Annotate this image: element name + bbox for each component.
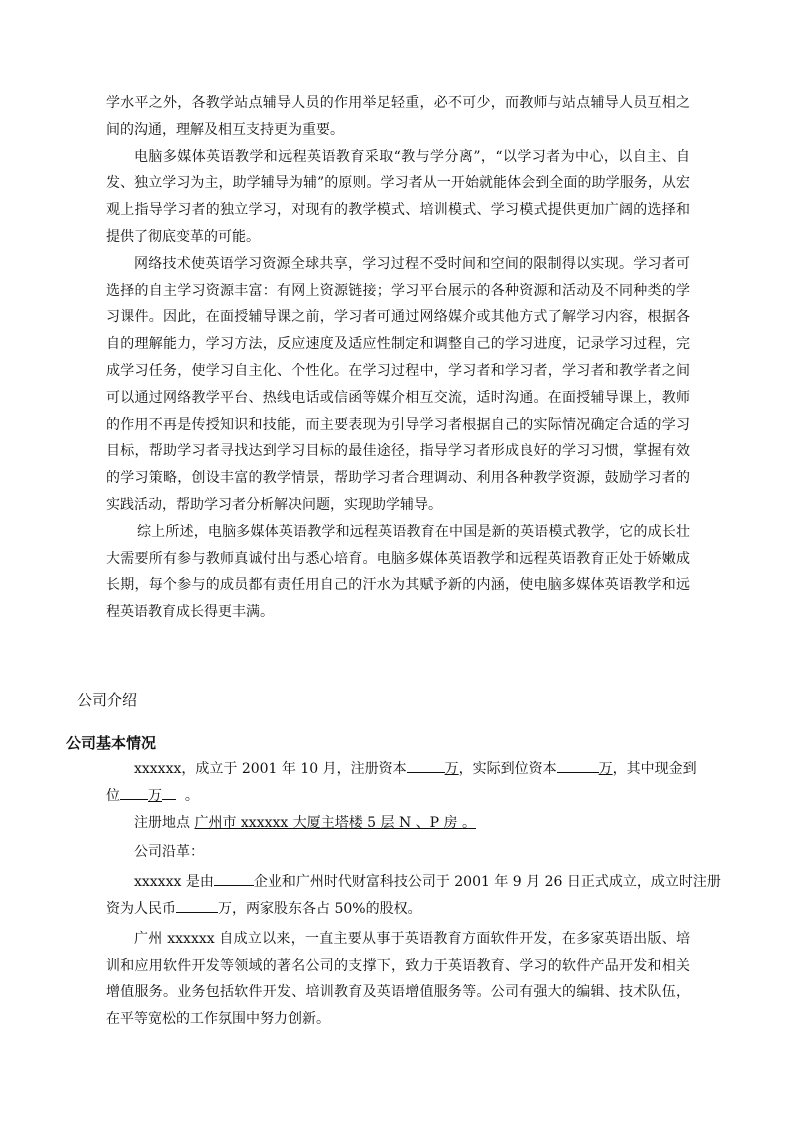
capital-text: xxxxxx，成立于 2001 年 10 月，注册资本 xyxy=(134,761,407,777)
address-value: 广州市 xxxxxx 大厦主塔楼 5 层 N 、P 房 。 xyxy=(194,814,477,831)
history-text-c: 资为人民币 xyxy=(106,900,176,917)
essay-body xyxy=(106,90,690,626)
history-text-d: 万，两家股东各占 50%的股权。 xyxy=(218,900,422,917)
company-intro-heading: 公司介绍 xyxy=(77,691,138,709)
paragraph-3: 网络技术使英语学习资源全球共享，学习过程不受时间和空间的限制得以实现。学习者可选择的自主学习资源丰富：有网上资源链接；学习平台展示的各种资源和活动及不同种类的学习课件。因此，在面授辅导课之前，学习者可通过网络媒介或其他方式了解学习内容，根据各自的理解能力，学习方法，反应速度及适应性制定和调整自己的学习进度，记录学习过程，完成学习任务，使学习自主化、个性化。在学习过程中，学习者和学习者，学习者和教学者之间可以通过网络教学平台、热线电话或信函等媒介相互交流，适时沟通。在面授辅导课上，教师的作用不再是传授知识和技能，而主要表现为引导学习者根据自己的实际情况确定合适的学习目标，帮助学习者寻找达到学习目标的最佳途径，指导学习者形成良好的学习习惯，掌握有效的学习策略，创设丰富的教学情景，帮助学习者合理调动、利用各种教学资源，鼓励学习者的实践活动，帮助学习者分析解决问题，实现助学辅导。 xyxy=(106,255,690,513)
blank-field xyxy=(162,785,176,800)
capital-unit: 万 xyxy=(444,761,459,777)
blank-field xyxy=(407,758,445,773)
cash-unit: 万 xyxy=(148,787,162,804)
history-text-b: 企业和广州时代财富科技公司于 2001 年 9 月 26 日正式成立，成立时注册 xyxy=(253,874,721,891)
paragraph-4: 综上所述，电脑多媒体英语教学和远程英语教育在中国是新的英语模式教学，它的成长壮大需要所有参与教师真诚付出与悉心培育。电脑多媒体英语教学和远程英语教育正处于娇嫩成长期，每个参与的成员都有责任用自己的汗水为其赋予新的内涵，使电脑多媒体英语教学和远程英语教育成长得更丰满。 xyxy=(106,523,690,621)
cash-line xyxy=(106,783,690,810)
history-line-1 xyxy=(106,869,721,896)
history-line-2 xyxy=(106,896,690,923)
paragraph-2: 电脑多媒体英语教学和远程英语教育采取“教与学分离”，“以学习者为中心，以自主、自发、独立学习为主，助学辅导为辅”的原则。学习者从一开始就能体会到全面的助学服务，从宏观上指导学习者的独立学习，对现有的教学模式、培训模式、学习模式提供更加广阔的选择和提供了彻底变革的可能。 xyxy=(106,148,690,245)
paragraph-1: 学水平之外，各教学站点辅导人员的作用举足轻重，必不可少，而教师与站点辅导人员互相之间的沟通，理解及相互支持更为重要。 xyxy=(106,95,690,138)
basic-info-heading: 公司基本情况 xyxy=(66,734,157,752)
blank-field xyxy=(120,785,148,800)
paid-capital-unit: 万 xyxy=(598,761,613,777)
company-overview-paragraph: 广州 xxxxxx 自成立以来，一直主要从事于英语教育方面软件开发，在多家英语出版、培训和应用软件开发等领域的著名公司的支撑下，致力于英语教育、学习的软件产品开发和相关增值服务。业务包括软件开发、培训教育及英语增值服务等。公司有强大的编辑、技术队伍，在平等宽松的工作氛围中努力创新。 xyxy=(106,930,690,1028)
paid-capital-text: ，实际到位资本 xyxy=(458,761,557,777)
cash-text: ，其中现金到 xyxy=(612,761,697,777)
address-line xyxy=(106,810,690,837)
history-label: 公司沿革： xyxy=(134,844,204,861)
cash-end: 。 xyxy=(184,787,199,804)
blank-field xyxy=(176,898,218,913)
cash-text-2: 位 xyxy=(106,787,120,804)
basic-info-section xyxy=(106,756,721,1033)
blank-field xyxy=(557,758,599,773)
blank-field xyxy=(214,871,254,886)
capital-line xyxy=(106,756,697,783)
address-label: 注册地点 xyxy=(134,814,190,831)
history-text-a: xxxxxx 是由 xyxy=(134,874,214,891)
